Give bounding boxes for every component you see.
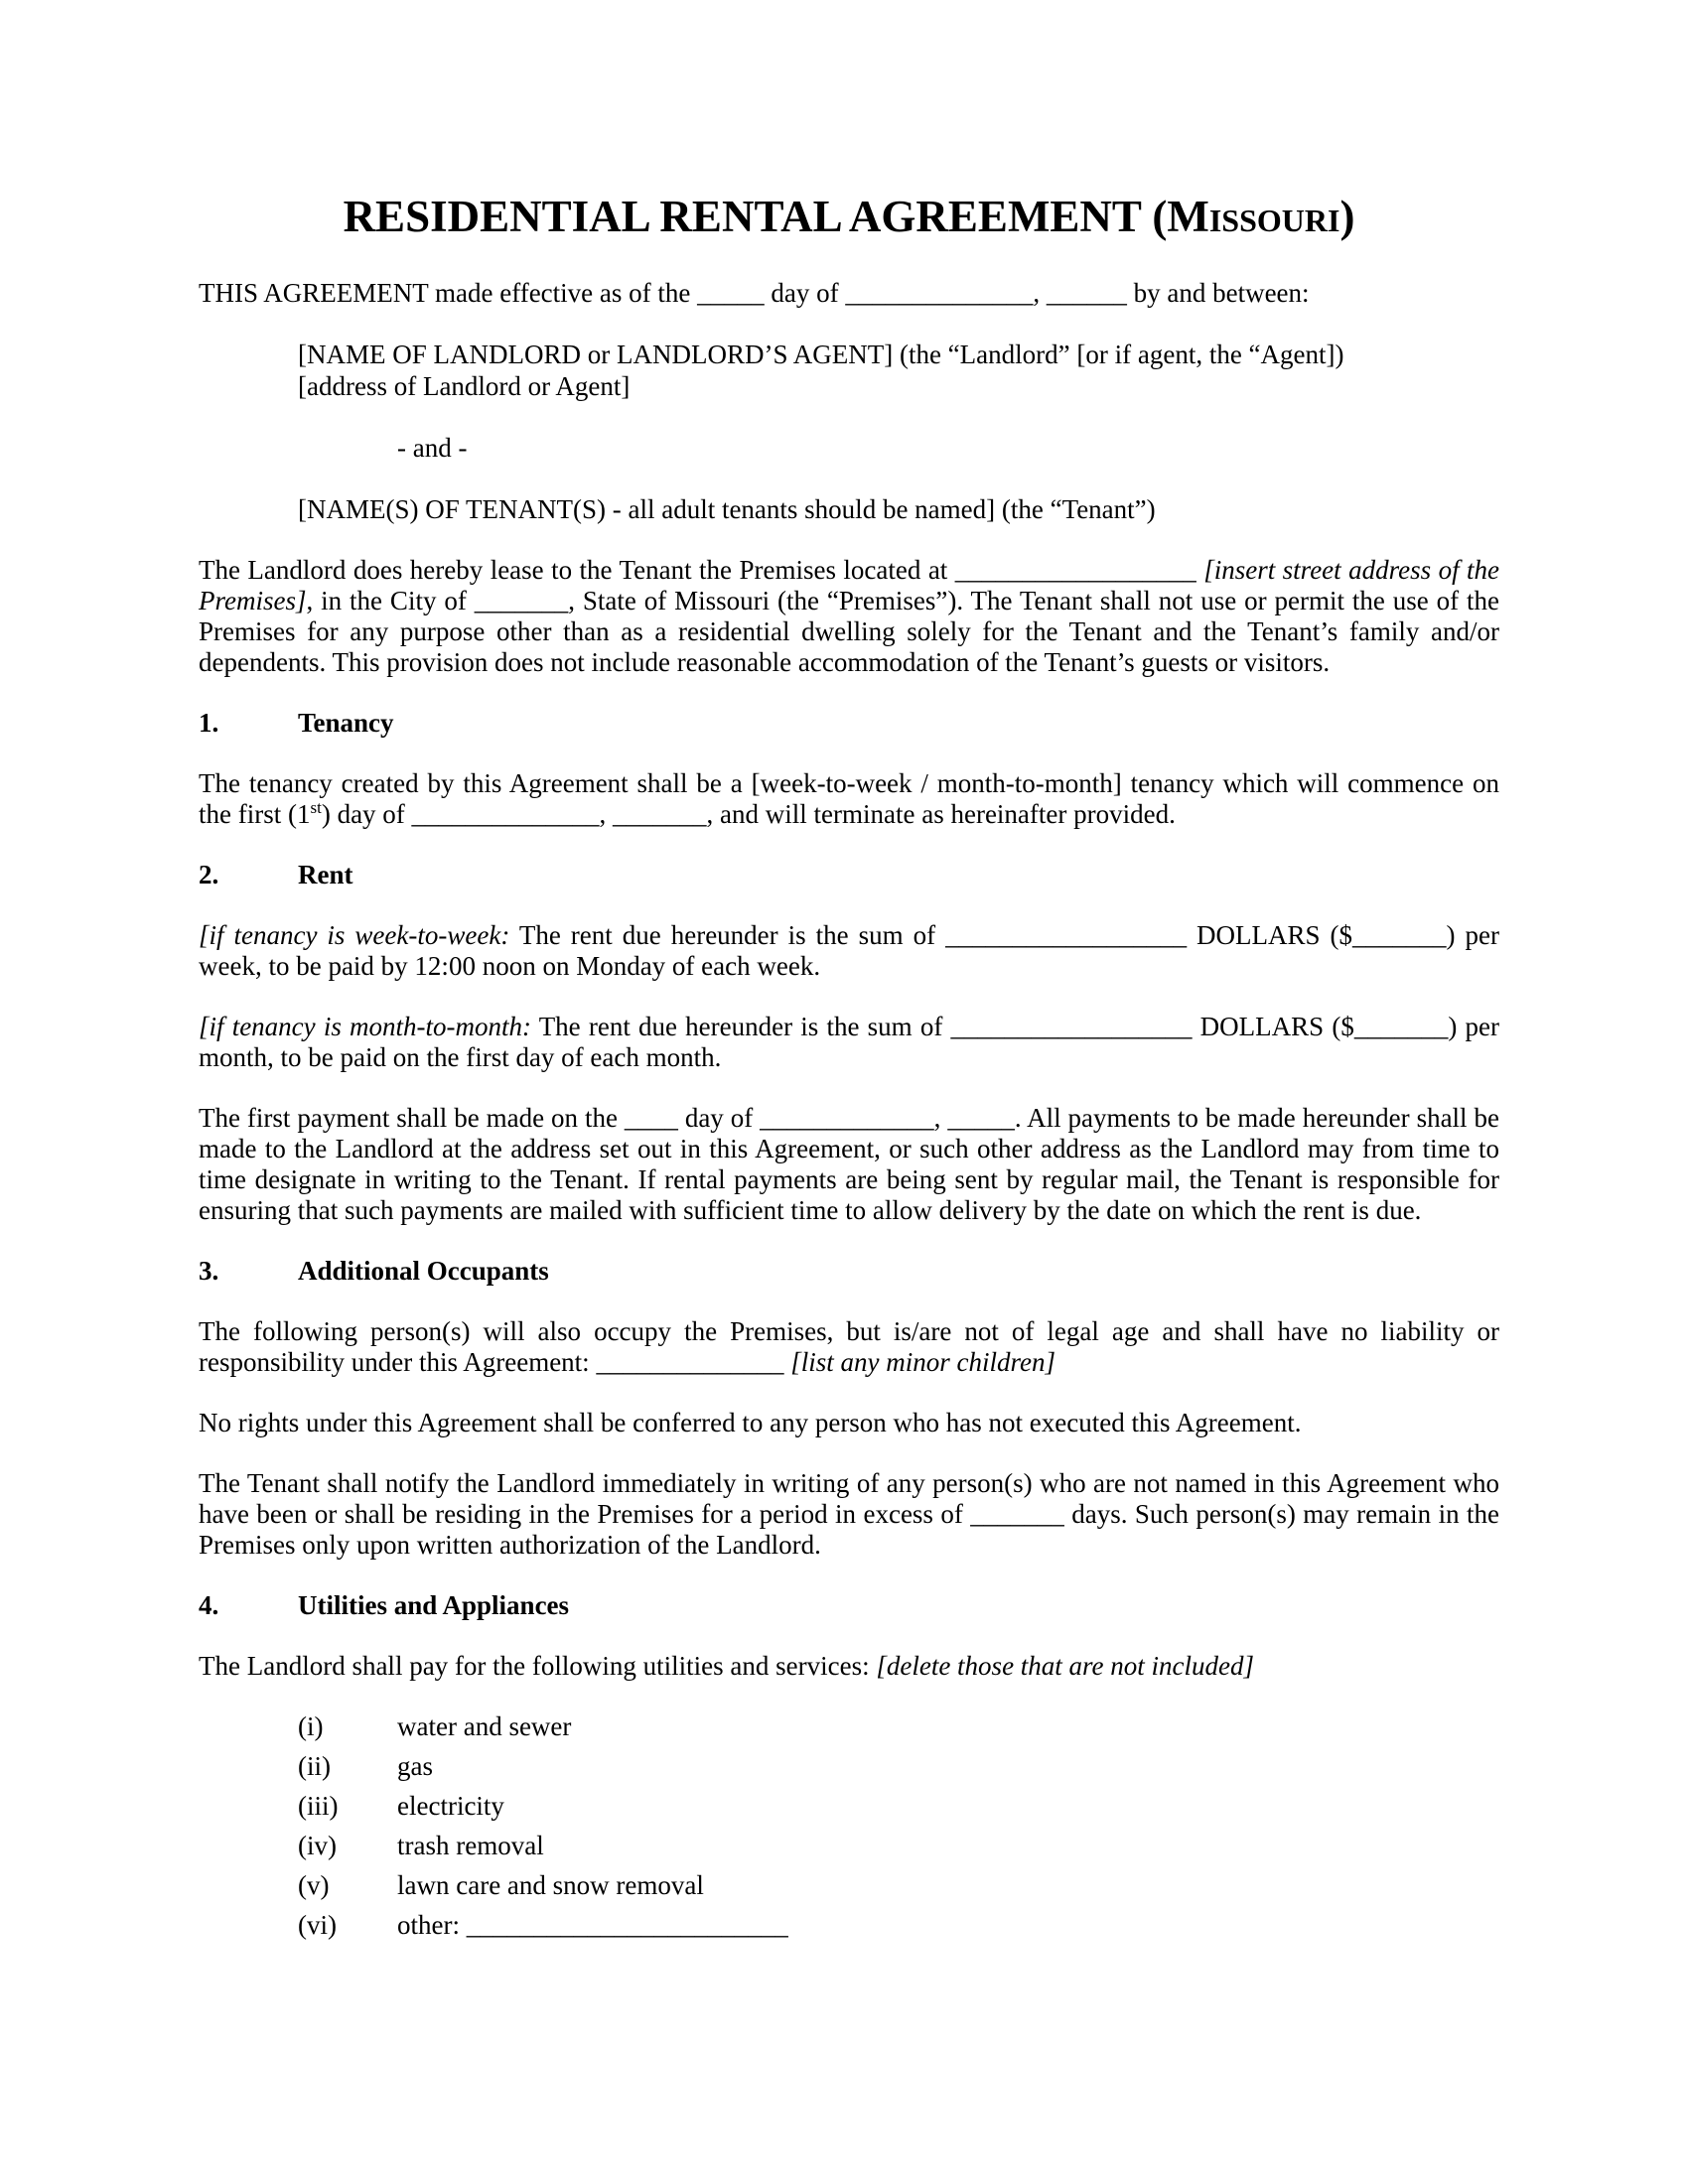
utility-item-marker: (ii)	[298, 1751, 331, 1781]
section-3-title: Additional Occupants	[298, 1256, 549, 1286]
utility-item-marker: (iv)	[298, 1831, 337, 1860]
notify-paragraph: The Tenant shall notify the Landlord immediately in writing of any person(s) who are not named in this Agreement who have been or shall be residing in the Premises for a period in excess of _______ days. Such person(s) may remain in the Premises only upon written authorization of the Landlord.	[199, 1468, 1499, 1560]
section-1-title: Tenancy	[298, 708, 394, 738]
landlord-name-block	[298, 339, 1499, 402]
tenant-name-block: [NAME(S) OF TENANT(S) - all adult tenants should be named] (the “Tenant”)	[298, 494, 1156, 524]
utility-item-label: electricity	[397, 1791, 504, 1821]
utility-item-label: gas	[397, 1751, 433, 1781]
utility-item-trash	[298, 1831, 1499, 1870]
intro-clause: THIS AGREEMENT made effective as of the _____ day of ______________, ______ by and between:	[199, 278, 1310, 308]
section-1-heading	[199, 708, 1499, 739]
rent-week-text: The rent due hereunder is the sum of __________________ DOLLARS ($_______) per week, to be paid by 12:00 noon on Monday of each week.	[199, 920, 1499, 981]
occupants-text: The following person(s) will also occupy the Premises, but is/are not of legal age and shall have no liability or responsibility under this Agreement: ______________	[199, 1316, 1499, 1377]
premises-clause-instruction: [insert street address of the Premises]	[199, 555, 1500, 615]
premises-clause-text-2: , in the City of _______, State of Missouri (the “Premises”). The Tenant shall not use or permit the use of the Premises for any purpose other than as a residential dwelling solely for the Tenant and the Tenant’s family and/or dependents. This provision does not include reasonable accommodation of the Tenant’s guests or visitors.	[199, 586, 1499, 677]
premises-clause	[199, 555, 1499, 678]
utility-item-label: other: ________________________	[397, 1910, 788, 1940]
section-2-title: Rent	[298, 860, 353, 889]
utilities-instruction: [delete those that are not included]	[876, 1651, 1255, 1681]
utilities-paragraph	[199, 1651, 1499, 1682]
utility-item-label: lawn care and snow removal	[397, 1870, 704, 1900]
rent-week-paragraph	[199, 920, 1499, 982]
utility-item-water	[298, 1711, 1499, 1751]
rent-month-text: The rent due hereunder is the sum of __________________ DOLLARS ($_______) per month, to be paid on the first day of each month.	[199, 1012, 1500, 1072]
section-4-number: 4.	[199, 1590, 219, 1620]
section-2-heading	[199, 860, 1499, 890]
section-1-number: 1.	[199, 708, 219, 738]
section-3-number: 3.	[199, 1256, 219, 1286]
utility-item-other	[298, 1910, 1499, 1950]
and-separator: - and -	[397, 433, 468, 463]
utility-item-gas	[298, 1751, 1499, 1791]
utility-item-marker: (vi)	[298, 1910, 337, 1940]
section-3-heading	[199, 1256, 1499, 1287]
rent-week-condition: [if tenancy is week-to-week:	[199, 920, 510, 950]
landlord-name-line: [NAME OF LANDLORD or LANDLORD’S AGENT] (the “Landlord” [or if agent, the “Agent])	[298, 340, 1344, 369]
utility-item-marker: (iii)	[298, 1791, 339, 1821]
section-2-number: 2.	[199, 860, 219, 889]
occupants-instruction: [list any minor children]	[790, 1347, 1055, 1377]
occupants-paragraph	[199, 1316, 1499, 1378]
utility-item-lawn-snow	[298, 1870, 1499, 1910]
document-title: RESIDENTIAL RENTAL AGREEMENT (Missouri)	[343, 192, 1355, 241]
utility-item-marker: (i)	[298, 1711, 324, 1741]
utilities-text: The Landlord shall pay for the following utilities and services:	[199, 1651, 877, 1681]
tenancy-text-2: ) day of ______________, _______, and will terminate as hereinafter provided.	[321, 799, 1176, 829]
rent-month-paragraph	[199, 1012, 1499, 1073]
section-4-heading	[199, 1590, 1499, 1621]
landlord-address-line: [address of Landlord or Agent]	[298, 371, 631, 401]
utility-item-electricity	[298, 1791, 1499, 1831]
payment-paragraph: The first payment shall be made on the ____ day of _____________, _____. All payments to be made hereunder shall be made to the Landlord at the address set out in this Agreement, or such other address as the Landlord may from time to time designate in writing to the Tenant. If rental payments are being sent by regular mail, the Tenant is responsible for ensuring that such payments are mailed with sufficient time to allow delivery by the date on which the rent is due.	[199, 1103, 1499, 1225]
utility-item-label: water and sewer	[397, 1711, 572, 1741]
utility-item-label: trash removal	[397, 1831, 544, 1860]
ordinal-superscript: st	[310, 798, 322, 817]
tenancy-paragraph	[199, 768, 1499, 830]
premises-clause-text: The Landlord does hereby lease to the Tenant the Premises located at __________________	[199, 555, 1204, 585]
tenancy-text: The tenancy created by this Agreement shall be a [week-to-week / month-to-month] tenancy which will commence on the first (1	[199, 768, 1499, 829]
utility-item-marker: (v)	[298, 1870, 330, 1900]
no-rights-paragraph: No rights under this Agreement shall be conferred to any person who has not executed this Agreement.	[199, 1408, 1302, 1437]
rent-month-condition: [if tenancy is month-to-month:	[199, 1012, 531, 1041]
section-4-title: Utilities and Appliances	[298, 1590, 570, 1620]
